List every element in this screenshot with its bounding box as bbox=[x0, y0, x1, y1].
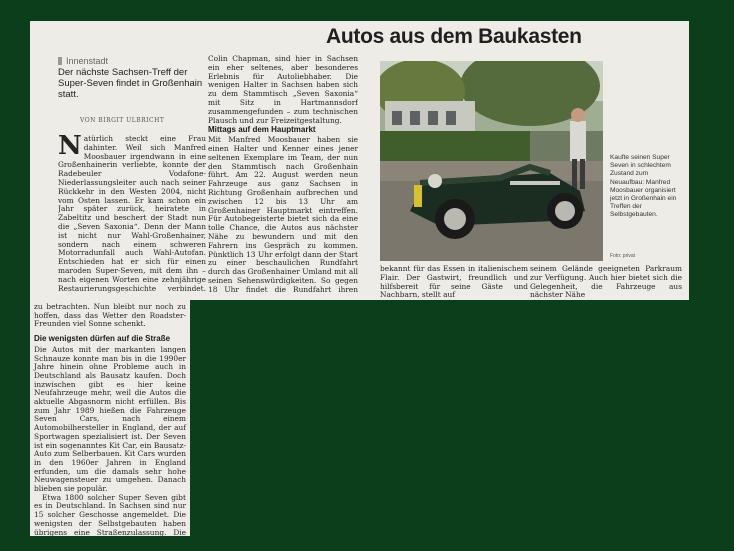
section-heading-hauptmarkt: Mittags auf dem Hauptmarkt bbox=[208, 125, 316, 135]
car-photo-illustration bbox=[380, 61, 603, 261]
continuation-text-a: zu betrachten. Nun bleibt nur noch zu hoffen, dass das Wetter den Roadster-Freunden viel Sonne schenkt. bbox=[34, 302, 186, 329]
article-kicker: Innenstadt bbox=[58, 56, 108, 66]
article-photo bbox=[380, 61, 603, 261]
column-2-text-b: Mit Manfred Moosbauer haben sie einen Halter und Kenner eines jener seltenen Exemplare im Team, der nun den Stammtisch nach Großenhain führt. Am 22. August werden neun Fahrzeuge aus ganz Sachsen in Richtung Großenhain aufbrechen und zwischen 12 bis 13 Uhr am Großenhainer Hauptmarkt eintreffen. Für Autobegeisterte bietet sich da eine tolle Chance, die Autos aus nächster Nähe zu bewundern und mit den Fahrern ins Gespräch zu kommen. Pünktlich 13 Uhr erfolgt dann der Start zu einer beschaulichen Rundfahrt durch das Großenhainer Umland mit all seinen Sehenswürdigkeiten. So gegen 18 Uhr findet die Rundfahrt ihren bbox=[208, 135, 358, 293]
continuation-text bbox=[34, 303, 186, 536]
article-subhead: Der nächste Sachsen-Treff der Super-Seven findet in Großenhain statt. bbox=[58, 67, 203, 100]
continuation-text-b: Die Autos mit der markanten langen Schnauze konnte man bis in die 1990er Jahre hinein ohne Probleme auch in Deutschland als Bausatz kaufen. Doch inzwischen gibt es hier keine Neufahrzeuge mehr, weil die Autos die aktuelle Abgasnorm nicht erfüllen. Bis zum Jahr 1989 hießen die Fahrzeuge Seven Cars, nach einem Automobilhersteller in England, der auf Sportwagen spezialisiert ist. Der Seven ist ein sogenanntes Kit Car, ein Bausatz-Auto zum Selberbauen. Kit Cars wurden in den 1960er Jahren in England erfunden, um die damals sehr hohe Neuwagensteuer zu umgehen. Danach blieben sie populär. bbox=[34, 344, 186, 494]
drop-cap: N bbox=[58, 135, 82, 161]
article-column-4: seinem Gelände geeigneten Parkraum zur Verfügung. Auch hier bietet sich die Gelegenheit, die Fahrzeuge aus nächster Nähe bbox=[530, 265, 682, 299]
section-heading-strasse: Die wenigsten dürfen auf die Straße bbox=[34, 334, 171, 344]
photo-caption: Kaufte seinen Super Seven in schlechtem Zustand zum Neuaufbau: Manfred Moosbauer organisiert jetzt in Großenhain ein Treffen der Selbstgebauten. bbox=[610, 154, 677, 219]
column-2-text-a: Colin Chapman, sind hier in Sachsen ein eher seltenes, aber besonderes Erlebnis für Autoliebhaber. Die wenigen Halter in Sachsen haben sich zu dem Stammtisch „Seven Saxonia“ mit Sitz in Hartmannsdorf zusammengefunden – zum technischen Plausch und zur Freizeitgestaltung. bbox=[208, 55, 358, 125]
article-column-1 bbox=[58, 135, 206, 293]
photo-credit: Foto: privat bbox=[610, 253, 636, 259]
article-headline: Autos aus dem Baukasten bbox=[326, 25, 582, 48]
article-column-3: bekannt für das Essen in italienischem Flair. Der Gastwirt, freundlich und hilfsbereit für seine Gäste und Nachbarn, stellt auf bbox=[380, 265, 528, 299]
newspaper-clipping-main bbox=[30, 21, 689, 300]
article-column-2 bbox=[208, 55, 358, 293]
newspaper-clipping-continuation bbox=[30, 300, 190, 536]
article-byline: VON BIRGIT ULBRICHT bbox=[80, 117, 165, 124]
column-1-text: atürlich steckt eine Frau dahinter. Weil sich Manfred Moosbauer irgendwann in eine Großenhainerin verliebte, konnte der Radebeuler Vodafone-Niederlassungsleiter auch nach seiner Rückkehr in den Westen 2004, nicht vom Osten lassen. Er kam schon ein Jahr später zurück, heiratete in Zabeltitz und beschert der Stadt nun die „Seven Saxonia“. Denn der Mann ist nicht nur Wahl-Großenhainer, sondern nach einem schweren Motorradunfall auch Wahl-Autofan. Entschieden hat er sich für einen maroden Super-Seven, mit dem ihn – nach eigenen Worten eine zehnjährige Restaurierungsgeschichte verbindet. bbox=[58, 135, 206, 293]
continuation-text-c: Etwa 1800 solcher Super Seven gibt es in Deutschland. In Sachsen sind nur 15 solcher Geschosse angemeldet. Die wenigsten der Selbstgebauten haben übrigens eine Straßenzulassung. Die bbox=[34, 492, 186, 536]
